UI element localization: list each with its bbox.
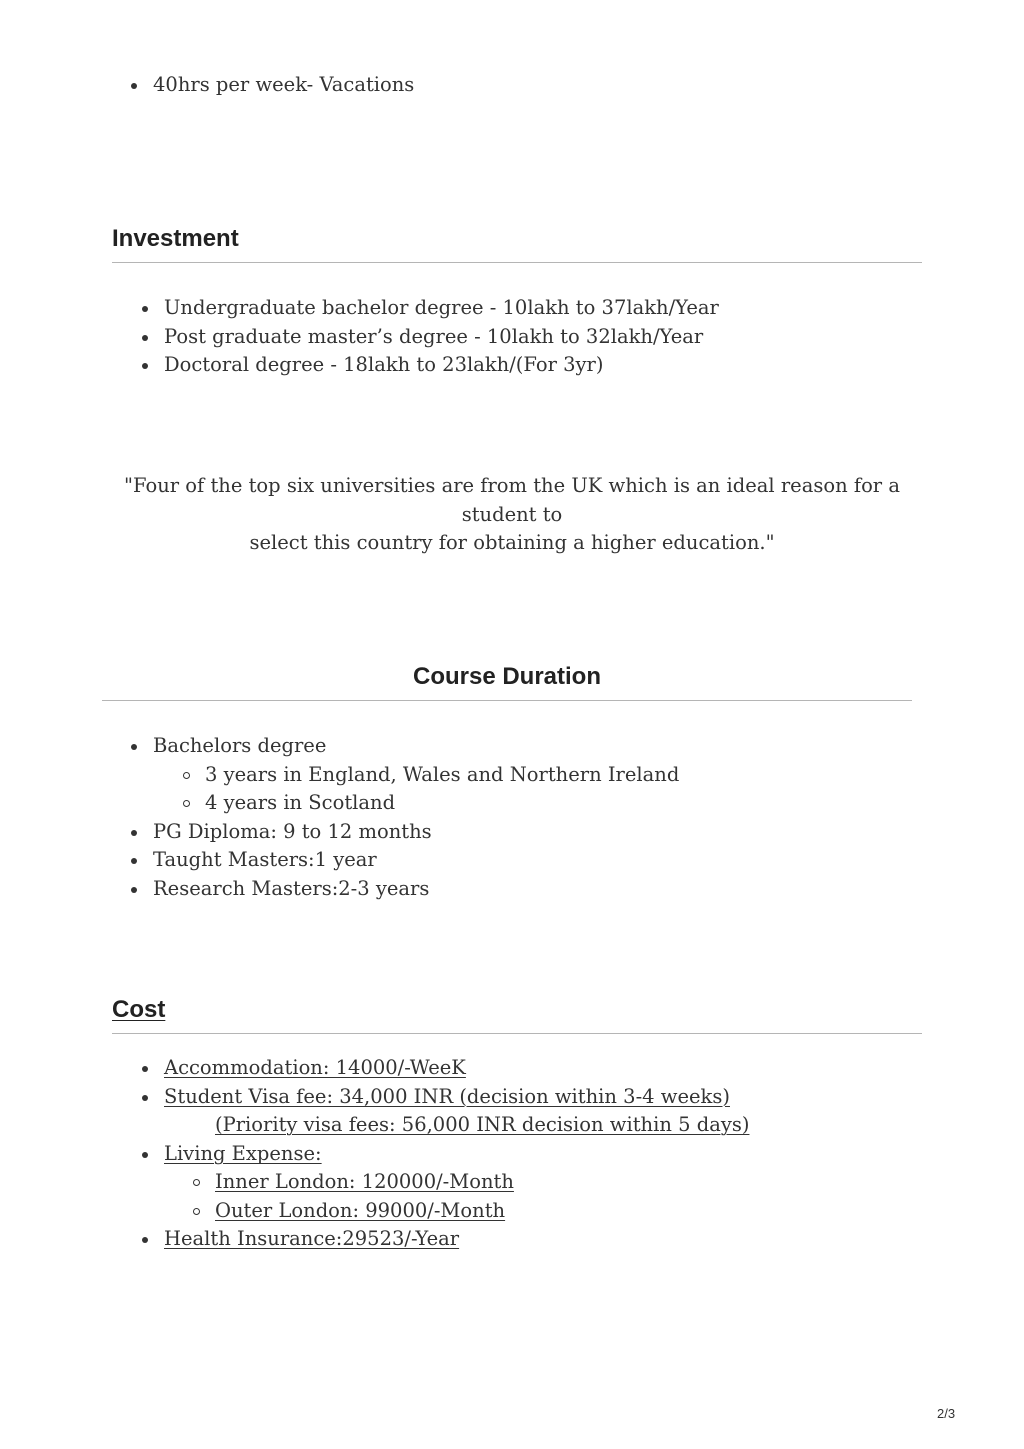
cost-heading: Cost [112,996,166,1023]
sub-list-item: 4 years in Scotland [131,789,679,818]
quote-line-2: select this country for obtaining a higher education." [249,531,775,554]
page-number: 2/3 [937,1406,956,1421]
accommodation-text: Accommodation: 14000/-WeeK [164,1056,466,1079]
circle-bullet-icon [183,772,190,779]
bullet-icon [131,83,137,89]
list-item-bachelors: Bachelors degree [131,732,679,761]
list-item: Taught Masters:1 year [131,846,679,875]
list-item: Post graduate master’s degree - 10lakh to 32lakh/Year [142,323,719,352]
investment-divider [112,262,922,263]
quote-line-1: "Four of the top six universities are from the UK which is an ideal reason for a student to [124,474,900,526]
list-item: Doctoral degree - 18lakh to 23lakh/(For 3yr) [142,351,719,380]
circle-bullet-icon [193,1208,200,1215]
circle-bullet-icon [193,1179,200,1186]
visa-fee-text: Student Visa fee: 34,000 INR (decision within 3-4 weeks) [164,1084,730,1108]
course-duration-list [131,732,679,903]
list-item-continuation [142,1111,749,1140]
list-item [142,1054,749,1083]
investment-list [142,294,719,380]
quote-block [92,472,932,558]
bullet-icon [142,306,148,312]
bullet-icon [142,335,148,341]
list-item: Research Masters:2-3 years [131,875,679,904]
list-item [142,1083,749,1112]
bullet-icon [142,1152,148,1158]
bullet-icon [131,887,137,893]
cost-list [142,1054,749,1254]
bullet-icon [142,363,148,369]
list-item: Undergraduate bachelor degree - 10lakh to 37lakh/Year [142,294,719,323]
priority-visa-text: (Priority visa fees: 56,000 INR decision within 5 days) [215,1113,750,1136]
list-item: 40hrs per week- Vacations [131,71,414,100]
bullet-icon [131,830,137,836]
course-duration-divider [102,700,912,701]
course-duration-heading: Course Duration [412,663,601,690]
top-list [131,71,414,100]
sub-list-item: Outer London: 99000/-Month [142,1197,749,1226]
bullet-icon [142,1095,148,1101]
investment-heading: Investment [112,225,239,252]
list-item-living-expense: Living Expense: [142,1140,749,1169]
bullet-icon [142,1066,148,1072]
health-insurance-text: Health Insurance:29523/-Year [164,1227,460,1250]
list-item [142,1225,749,1254]
bullet-icon [131,858,137,864]
sub-list-item: Inner London: 120000/-Month [142,1168,749,1197]
list-item: PG Diploma: 9 to 12 months [131,818,679,847]
sub-list-item: 3 years in England, Wales and Northern Ireland [131,761,679,790]
circle-bullet-icon [183,800,190,807]
bullet-icon [142,1237,148,1243]
bullet-icon [131,744,137,750]
cost-divider [112,1033,922,1034]
